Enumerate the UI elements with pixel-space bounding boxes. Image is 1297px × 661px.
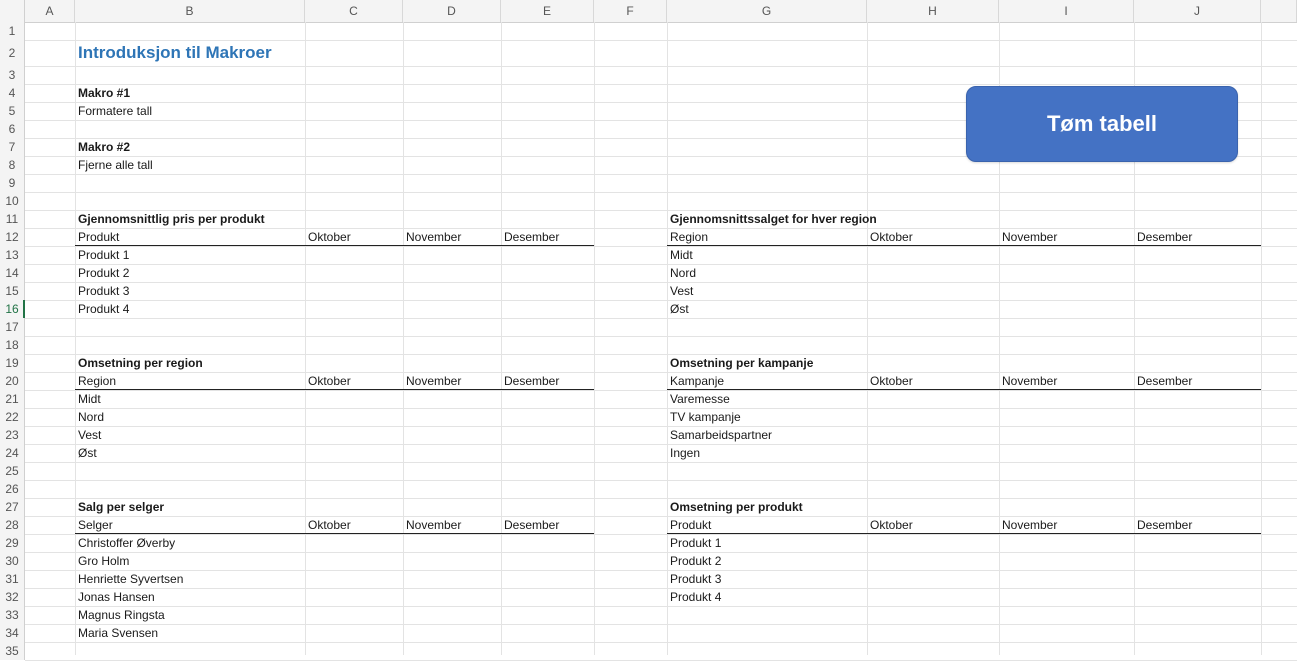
table-row-label[interactable]: TV kampanje (670, 410, 741, 424)
gridline-horizontal (25, 426, 1297, 427)
table-row-label[interactable]: Midt (78, 392, 101, 406)
row-header[interactable]: 16 (0, 300, 25, 318)
table-header: November (406, 230, 462, 244)
table-row-label[interactable]: Produkt 2 (78, 266, 130, 280)
row-header[interactable]: 3 (0, 66, 25, 84)
table-header: Oktober (308, 374, 351, 388)
table-header: November (406, 518, 462, 532)
column-header[interactable]: C (305, 0, 403, 22)
gridline-vertical (403, 22, 404, 655)
gridline-horizontal (25, 516, 1297, 517)
table-title: Omsetning per produkt (670, 500, 803, 514)
table-row-label[interactable]: Produkt 3 (670, 572, 722, 586)
row-header[interactable]: 27 (0, 498, 25, 516)
table-row-label[interactable]: Øst (78, 446, 97, 460)
column-header[interactable]: E (501, 0, 594, 22)
row-header[interactable]: 15 (0, 282, 25, 300)
table-title: Gjennomsnittssalget for hver region (670, 212, 877, 226)
table-row-label[interactable]: Jonas Hansen (78, 590, 155, 604)
table-row-label[interactable]: Ingen (670, 446, 701, 460)
table-header: November (1002, 230, 1058, 244)
gridline-horizontal (25, 642, 1297, 643)
table-row-label[interactable]: Henriette Syvertsen (78, 572, 184, 586)
row-header[interactable]: 21 (0, 390, 25, 408)
table-row-label[interactable]: Vest (78, 428, 102, 442)
table-header: Produkt (670, 518, 712, 532)
clear-table-button[interactable]: Tøm tabell (966, 86, 1238, 162)
table-title: Omsetning per region (78, 356, 203, 370)
row-header[interactable]: 32 (0, 588, 25, 606)
gridline-horizontal (25, 174, 1297, 175)
table-title: Omsetning per kampanje (670, 356, 814, 370)
gridline-horizontal (25, 606, 1297, 607)
active-row-marker (23, 300, 25, 318)
gridline-vertical (501, 22, 502, 655)
row-header[interactable]: 17 (0, 318, 25, 336)
row-header[interactable]: 34 (0, 624, 25, 642)
table-title: Salg per selger (78, 500, 165, 514)
row-header[interactable]: 24 (0, 444, 25, 462)
gridline-horizontal (25, 570, 1297, 571)
table-row-label[interactable]: Gro Holm (78, 554, 130, 568)
table-header: November (406, 374, 462, 388)
gridline-horizontal (25, 588, 1297, 589)
gridline-horizontal (25, 354, 1297, 355)
table-header: Region (78, 374, 117, 388)
row-header[interactable]: 33 (0, 606, 25, 624)
table-row-label[interactable]: Maria Svensen (78, 626, 159, 640)
gridline-horizontal (25, 336, 1297, 337)
table-row-label[interactable]: Øst (670, 302, 689, 316)
gridline-horizontal (25, 624, 1297, 625)
table-header: Oktober (308, 518, 351, 532)
table-row-label[interactable]: Produkt 1 (78, 248, 130, 262)
macro-description: Formatere tall (78, 104, 153, 118)
gridline-horizontal (25, 372, 1297, 373)
macro-heading: Makro #2 (78, 140, 131, 154)
row-header[interactable]: 7 (0, 138, 25, 156)
row-header[interactable]: 28 (0, 516, 25, 534)
row-header[interactable]: 25 (0, 462, 25, 480)
column-header[interactable]: J (1134, 0, 1261, 22)
table-header: Oktober (870, 518, 913, 532)
row-header[interactable]: 18 (0, 336, 25, 354)
column-header[interactable]: B (75, 0, 305, 22)
table-header: November (1002, 518, 1058, 532)
table-header: Oktober (870, 374, 913, 388)
gridline-horizontal (25, 444, 1297, 445)
table-row-label[interactable]: Produkt 4 (78, 302, 130, 316)
table-header: Selger (78, 518, 113, 532)
row-header[interactable]: 30 (0, 552, 25, 570)
table-header: Desember (504, 230, 560, 244)
row-header[interactable]: 35 (0, 642, 25, 660)
macro-description: Fjerne alle tall (78, 158, 153, 172)
row-header[interactable]: 9 (0, 174, 25, 192)
row-header[interactable]: 14 (0, 264, 25, 282)
gridline-horizontal (25, 84, 1297, 85)
column-header[interactable]: H (867, 0, 999, 22)
gridline-horizontal (25, 498, 1297, 499)
table-header: Kampanje (670, 374, 725, 388)
macro-heading: Makro #1 (78, 86, 131, 100)
gridline-vertical (867, 22, 868, 655)
table-header: Desember (504, 374, 560, 388)
table-header: Desember (1137, 374, 1193, 388)
table-header-underline (667, 245, 1261, 246)
table-header: Desember (504, 518, 560, 532)
gridline-horizontal (25, 408, 1297, 409)
row-header[interactable]: 2 (0, 40, 25, 66)
table-title: Gjennomsnittlig pris per produkt (78, 212, 265, 226)
table-row-label[interactable]: Nord (78, 410, 105, 424)
column-header[interactable]: G (667, 0, 867, 22)
gridline-horizontal (25, 264, 1297, 265)
table-row-label[interactable]: Magnus Ringsta (78, 608, 165, 622)
table-header: Desember (1137, 518, 1193, 532)
gridline-horizontal (25, 462, 1297, 463)
gridline-horizontal (25, 282, 1297, 283)
row-header[interactable]: 8 (0, 156, 25, 174)
gridline-horizontal (25, 534, 1297, 535)
row-header[interactable]: 23 (0, 426, 25, 444)
gridline-horizontal (25, 246, 1297, 247)
column-header[interactable]: D (403, 0, 501, 22)
column-header[interactable]: F (594, 0, 667, 22)
table-row-label[interactable]: Produkt 3 (78, 284, 130, 298)
row-header[interactable]: 10 (0, 192, 25, 210)
gridline-vertical (1261, 22, 1262, 655)
row-header[interactable]: 22 (0, 408, 25, 426)
table-header-underline (667, 389, 1261, 390)
table-row-label[interactable]: Produkt 2 (670, 554, 722, 568)
row-header[interactable]: 1 (0, 22, 25, 40)
row-header[interactable]: 11 (0, 210, 25, 228)
row-header[interactable]: 20 (0, 372, 25, 390)
row-header[interactable]: 6 (0, 120, 25, 138)
gridline-horizontal (25, 552, 1297, 553)
table-row-label[interactable]: Midt (670, 248, 693, 262)
row-header[interactable]: 19 (0, 354, 25, 372)
gridline-vertical (305, 22, 306, 655)
table-header: Produkt (78, 230, 120, 244)
row-header[interactable]: 12 (0, 228, 25, 246)
select-all-corner[interactable] (0, 0, 25, 22)
column-header[interactable]: A (25, 0, 75, 22)
column-header[interactable]: I (999, 0, 1134, 22)
table-row-label[interactable]: Nord (670, 266, 697, 280)
row-header[interactable]: 5 (0, 102, 25, 120)
table-header: Region (670, 230, 709, 244)
table-header: November (1002, 374, 1058, 388)
table-row-label[interactable]: Christoffer Øverby (78, 536, 176, 550)
table-row-label[interactable]: Varemesse (670, 392, 730, 406)
row-header[interactable]: 4 (0, 84, 25, 102)
gridline-vertical (594, 22, 595, 655)
gridline-horizontal (25, 192, 1297, 193)
table-header-underline (75, 245, 594, 246)
row-header[interactable]: 29 (0, 534, 25, 552)
gridline-horizontal (25, 480, 1297, 481)
table-header: Desember (1137, 230, 1193, 244)
gridline-horizontal (25, 66, 1297, 67)
row-header[interactable]: 31 (0, 570, 25, 588)
gridline-horizontal (25, 318, 1297, 319)
row-header[interactable]: 26 (0, 480, 25, 498)
table-header-underline (75, 389, 594, 390)
table-row-label[interactable]: Produkt 4 (670, 590, 722, 604)
table-row-label[interactable]: Samarbeidspartner (670, 428, 773, 442)
table-row-label[interactable]: Vest (670, 284, 694, 298)
table-row-label[interactable]: Produkt 1 (670, 536, 722, 550)
row-header[interactable]: 13 (0, 246, 25, 264)
gridline-horizontal (25, 228, 1297, 229)
gridline-horizontal (25, 390, 1297, 391)
gridline-horizontal (25, 300, 1297, 301)
table-header-underline (667, 533, 1261, 534)
column-header[interactable] (1261, 0, 1297, 22)
table-header: Oktober (308, 230, 351, 244)
sheet-title: Introduksjon til Makroer (78, 43, 272, 62)
table-header: Oktober (870, 230, 913, 244)
